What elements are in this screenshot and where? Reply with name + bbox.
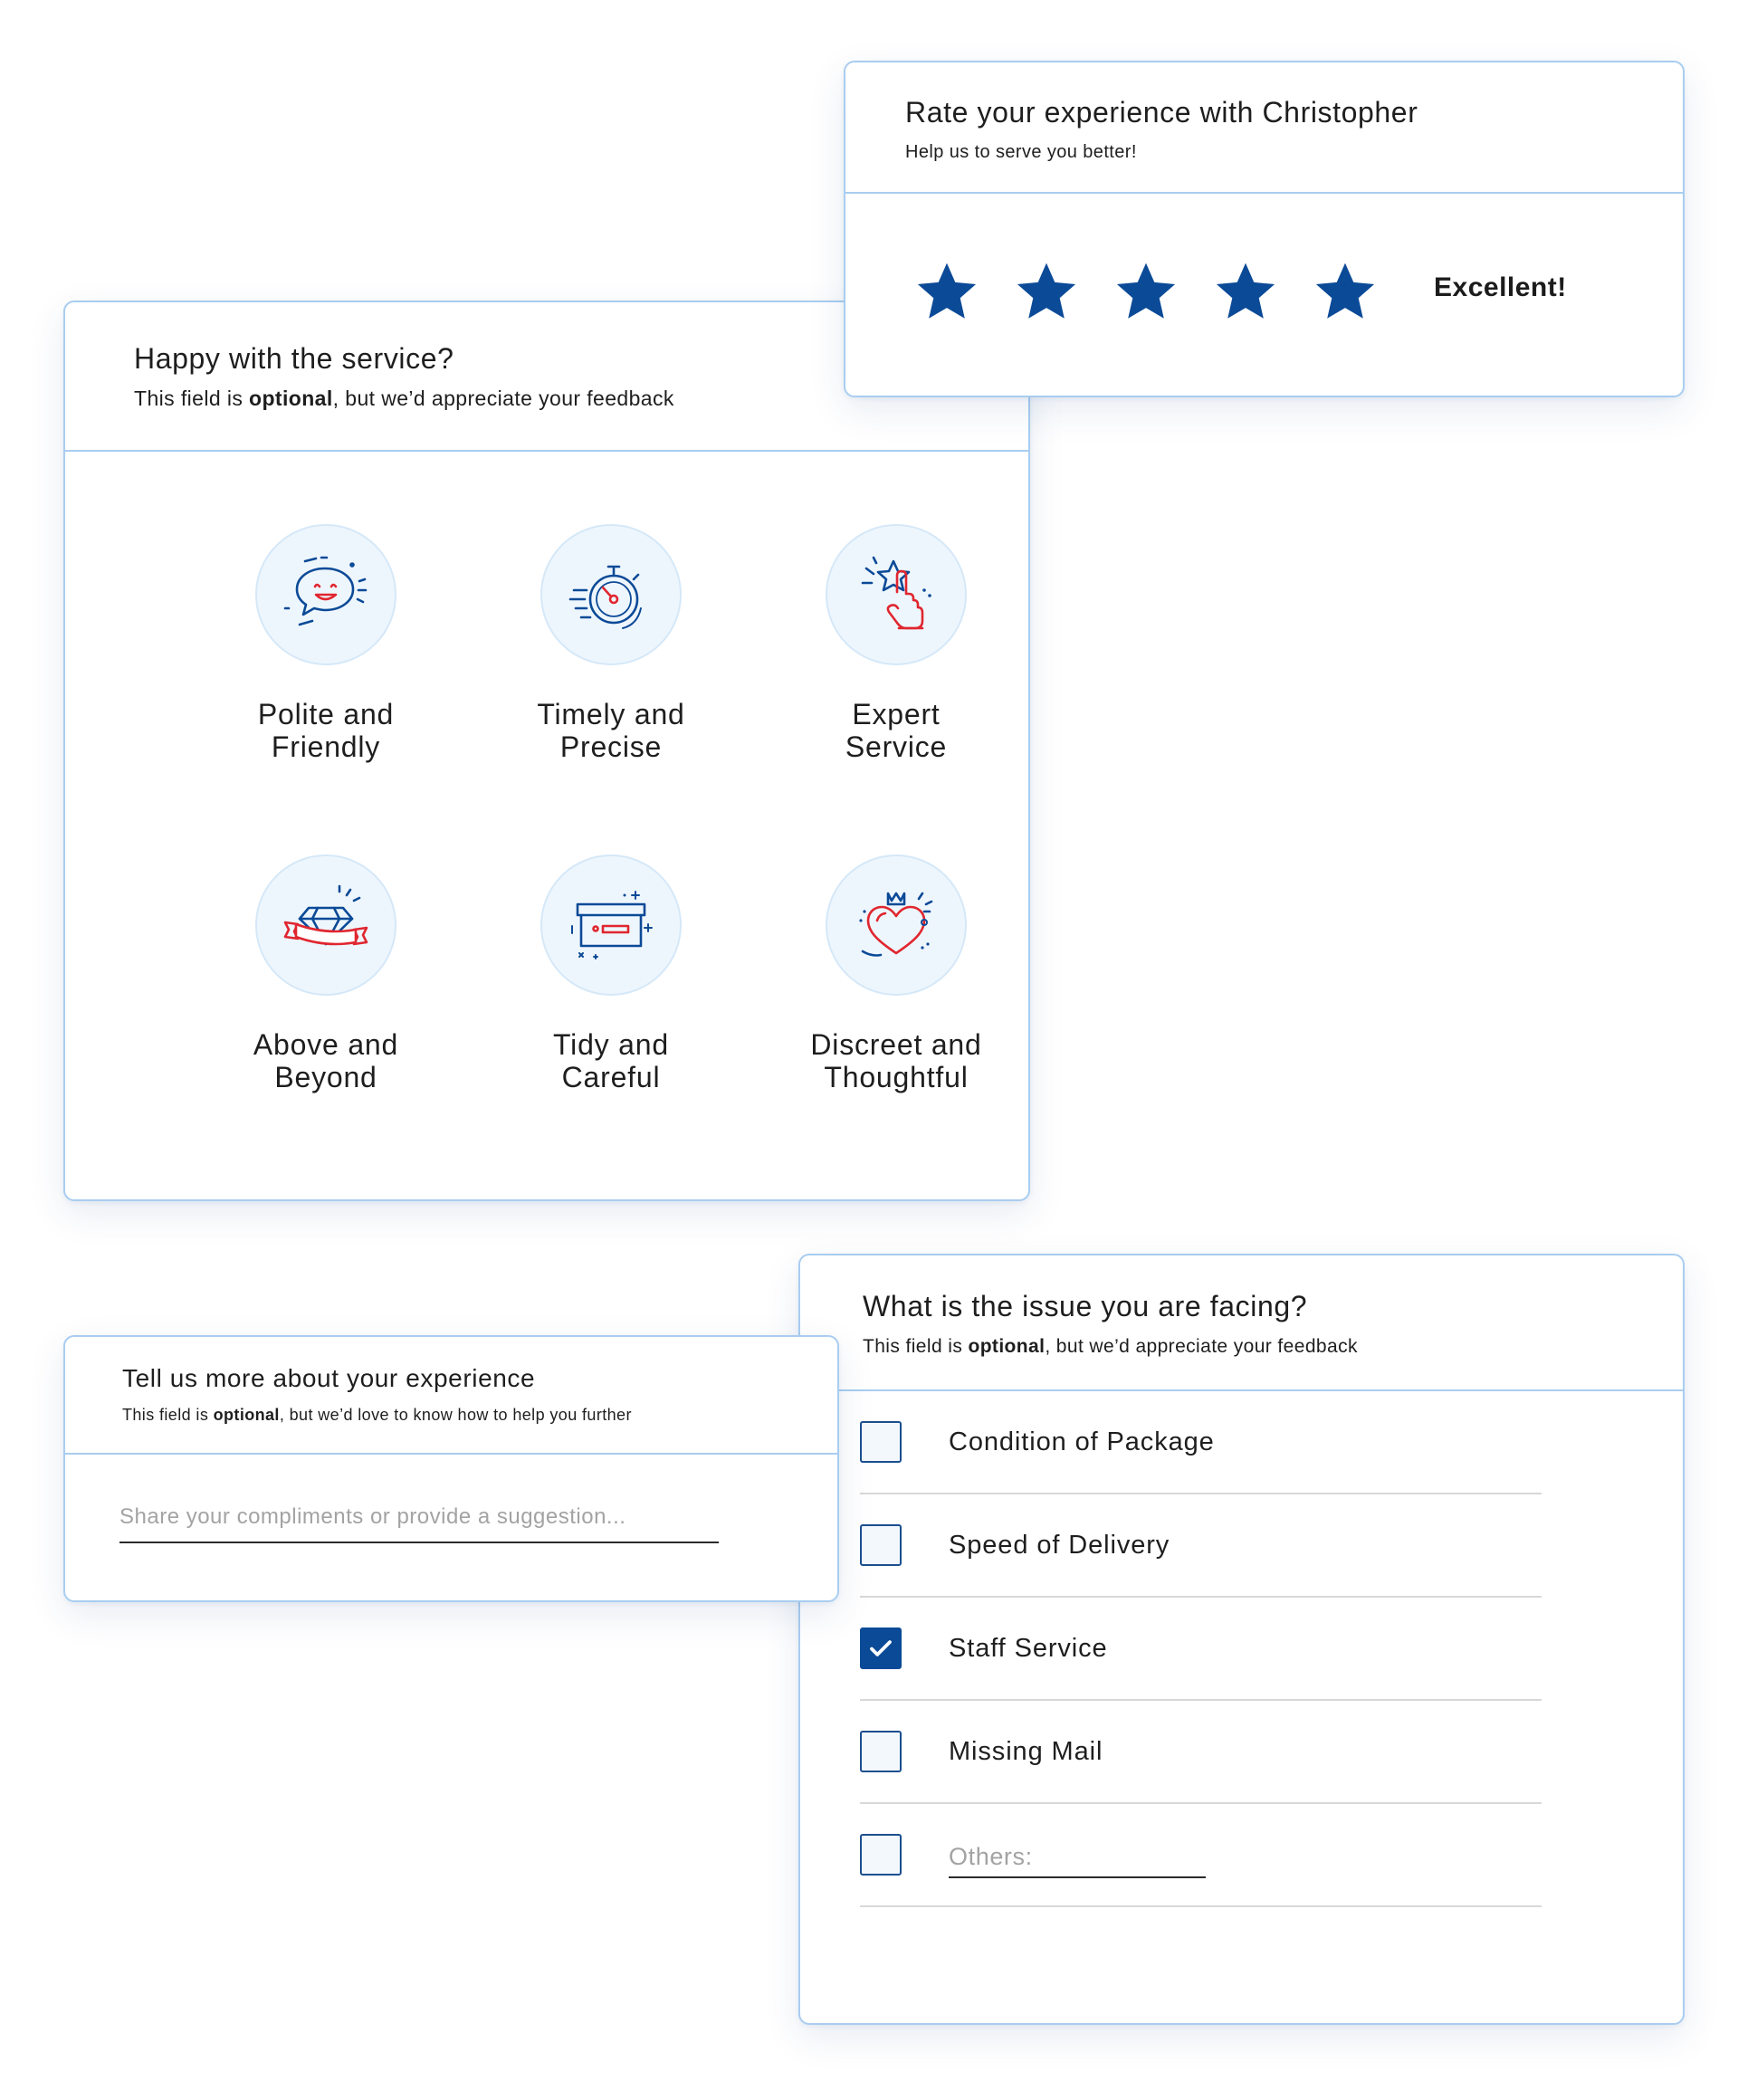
- option-expert-service[interactable]: [760, 524, 1032, 763]
- subtitle-bold: optional: [213, 1406, 280, 1424]
- issue-header: [800, 1255, 1683, 1391]
- issue-item-others[interactable]: [860, 1804, 1542, 1907]
- option-label: Discreet and Thoughtful: [810, 1028, 982, 1093]
- option-circle: [826, 524, 967, 665]
- issue-label: Condition of Package: [949, 1427, 1215, 1456]
- rating-header: [845, 62, 1683, 194]
- option-label: Tidy and Careful: [553, 1028, 669, 1093]
- star-icon: [1213, 260, 1278, 325]
- option-label: Expert Service: [845, 698, 948, 763]
- issue-list: [860, 1391, 1542, 1907]
- option-polite-friendly[interactable]: [190, 524, 462, 763]
- option-circle: [826, 854, 967, 996]
- star-4[interactable]: [1197, 243, 1294, 341]
- checkbox[interactable]: [860, 1731, 902, 1772]
- option-circle: [255, 854, 396, 996]
- subtitle-text: This field is: [134, 387, 250, 410]
- rating-title: Rate your experience with Christopher: [905, 96, 1418, 129]
- star-icon: [1113, 260, 1179, 325]
- star-icon: [1313, 260, 1378, 325]
- star-5[interactable]: [1296, 243, 1394, 341]
- star-rating[interactable]: [898, 243, 1396, 341]
- issue-item-speed-of-delivery[interactable]: [860, 1494, 1542, 1598]
- others-input[interactable]: [949, 1837, 1206, 1878]
- service-title: Happy with the service?: [134, 342, 454, 375]
- issue-item-condition-of-package[interactable]: [860, 1391, 1542, 1494]
- feedback-input[interactable]: [119, 1498, 719, 1543]
- rating-subtitle: Help us to serve you better!: [905, 142, 1137, 162]
- rating-card: [844, 61, 1685, 397]
- subtitle-bold: optional: [249, 387, 333, 410]
- rating-label: Excellent!: [1434, 272, 1567, 302]
- diamond-ribbon-icon: [276, 875, 376, 975]
- option-discreet-thoughtful[interactable]: [760, 854, 1032, 1093]
- issue-subtitle: [863, 1336, 1683, 1358]
- issue-item-staff-service[interactable]: [860, 1598, 1542, 1701]
- heart-crown-icon: [846, 875, 946, 975]
- star-1[interactable]: [898, 243, 996, 341]
- option-circle: [540, 524, 682, 665]
- issue-item-missing-mail[interactable]: [860, 1701, 1542, 1804]
- stopwatch-icon: [561, 545, 661, 644]
- star-3[interactable]: [1097, 243, 1195, 341]
- star-icon: [914, 260, 979, 325]
- checkbox[interactable]: [860, 1524, 902, 1566]
- subtitle-bold: optional: [968, 1336, 1046, 1357]
- star-2[interactable]: [998, 243, 1095, 341]
- speech-bubble-smile-icon: [276, 545, 376, 644]
- checkmark-icon: [867, 1635, 894, 1662]
- issue-label: Speed of Delivery: [949, 1530, 1170, 1560]
- issue-title: What is the issue you are facing?: [863, 1290, 1308, 1322]
- box-icon: [561, 875, 661, 975]
- feedback-subtitle: [122, 1406, 837, 1425]
- star-icon: [1014, 260, 1079, 325]
- option-label: Above and Beyond: [253, 1028, 399, 1093]
- subtitle-text: , but we’d love to know how to help you further: [279, 1406, 632, 1424]
- option-circle: [255, 524, 396, 665]
- option-above-beyond[interactable]: [190, 854, 462, 1093]
- feedback-header: [65, 1337, 837, 1455]
- checkbox-checked[interactable]: [860, 1628, 902, 1669]
- subtitle-text: This field is: [122, 1406, 214, 1424]
- checkbox[interactable]: [860, 1421, 902, 1463]
- option-label: Polite and Friendly: [257, 698, 395, 763]
- option-timely-precise[interactable]: [475, 524, 747, 763]
- subtitle-text: This field is: [863, 1336, 969, 1357]
- option-tidy-careful[interactable]: [475, 854, 747, 1093]
- subtitle-text: , but we’d appreciate your feedback: [1045, 1336, 1358, 1357]
- option-circle: [540, 854, 682, 996]
- feedback-card: [63, 1335, 839, 1602]
- checkbox[interactable]: [860, 1834, 902, 1876]
- feedback-title: Tell us more about your experience: [122, 1364, 536, 1392]
- option-label: Timely and Precise: [537, 698, 685, 763]
- subtitle-text: , but we’d appreciate your feedback: [332, 387, 674, 410]
- star-pointer-icon: [846, 545, 946, 644]
- issue-label: Missing Mail: [949, 1736, 1103, 1766]
- service-card: [63, 301, 1030, 1201]
- issue-label: Staff Service: [949, 1633, 1108, 1663]
- issue-card: [798, 1254, 1685, 2025]
